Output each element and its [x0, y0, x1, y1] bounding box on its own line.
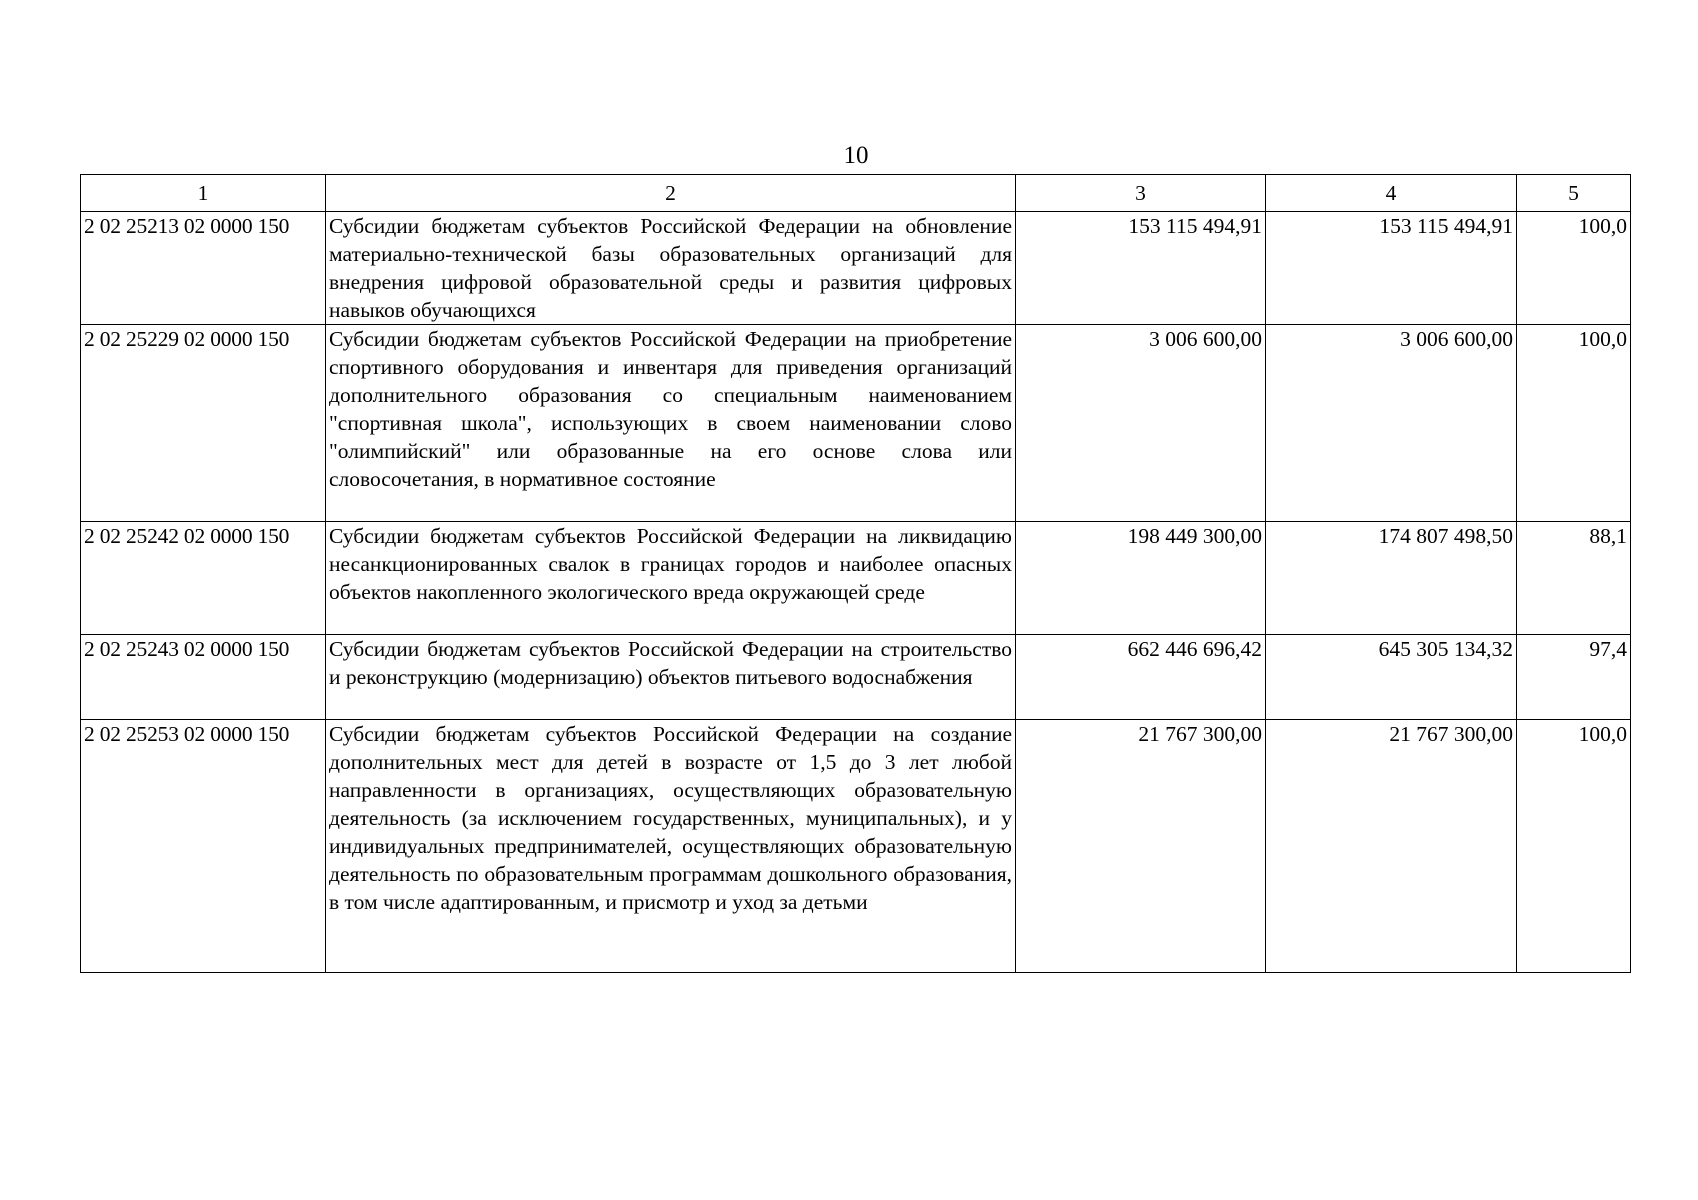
- budget-code-cell: 2 02 25242 02 0000 150: [81, 522, 326, 635]
- col5-percent-cell: 88,1: [1517, 522, 1631, 635]
- description-cell: Субсидии бюджетам субъектов Российской Федерации на создание дополнительных мест для детей в возрасте от 1,5 до 3 лет любой направленности в организациях, осуществляющих образовательную деятельность (за исключением государственных, муниципальных), и у индивидуальных предпринимателей, осуществляющих образовательную деятельность по образовательным программам дошкольного образования, в том числе адаптированным, и присмотр и уход за детьми: [326, 720, 1016, 973]
- table-row: [81, 212, 1631, 325]
- header-col-1: 1: [81, 175, 326, 212]
- budget-code-cell: 2 02 25213 02 0000 150: [81, 212, 326, 325]
- col3-value-cell: 21 767 300,00: [1016, 720, 1266, 973]
- col5-percent-cell: 100,0: [1517, 325, 1631, 522]
- col4-value-cell: 3 006 600,00: [1266, 325, 1517, 522]
- description-cell: Субсидии бюджетам субъектов Российской Федерации на приобретение спортивного оборудования и инвентаря для приведения организаций дополнительного образования со специальным наименованием "спортивная школа", использующих в своем наименовании слово "олимпийский" или образованные на его основе слова или словосочетания, в нормативное состояние: [326, 325, 1016, 522]
- description-cell: Субсидии бюджетам субъектов Российской Федерации на строительство и реконструкцию (модернизацию) объектов питьевого водоснабжения: [326, 635, 1016, 720]
- table-row: [81, 325, 1631, 522]
- budget-code-cell: 2 02 25253 02 0000 150: [81, 720, 326, 973]
- description-cell: Субсидии бюджетам субъектов Российской Федерации на ликвидацию несанкционированных свалок в границах городов и наиболее опасных объектов накопленного экологического вреда окружающей среде: [326, 522, 1016, 635]
- description-cell: Субсидии бюджетам субъектов Российской Федерации на обновление материально-технической базы образовательных организаций для внедрения цифровой образовательной среды и развития цифровых навыков обучающихся: [326, 212, 1016, 325]
- col3-value-cell: 662 446 696,42: [1016, 635, 1266, 720]
- col5-percent-cell: 100,0: [1517, 212, 1631, 325]
- col3-value-cell: 198 449 300,00: [1016, 522, 1266, 635]
- col5-percent-cell: 97,4: [1517, 635, 1631, 720]
- table-body: [81, 212, 1631, 973]
- table-row: [81, 522, 1631, 635]
- col3-value-cell: 3 006 600,00: [1016, 325, 1266, 522]
- table-header: [81, 175, 1631, 212]
- col5-percent-cell: 100,0: [1517, 720, 1631, 973]
- header-col-5: 5: [1517, 175, 1631, 212]
- col4-value-cell: 21 767 300,00: [1266, 720, 1517, 973]
- page-number: 10: [843, 142, 869, 169]
- col4-value-cell: 645 305 134,32: [1266, 635, 1517, 720]
- budget-code-cell: 2 02 25229 02 0000 150: [81, 325, 326, 522]
- header-row: [81, 175, 1631, 212]
- col4-value-cell: 174 807 498,50: [1266, 522, 1517, 635]
- budget-table: [80, 174, 1631, 973]
- table-row: [81, 720, 1631, 973]
- header-col-2: 2: [326, 175, 1016, 212]
- budget-code-cell: 2 02 25243 02 0000 150: [81, 635, 326, 720]
- header-col-3: 3: [1016, 175, 1266, 212]
- col3-value-cell: 153 115 494,91: [1016, 212, 1266, 325]
- table-row: [81, 635, 1631, 720]
- col4-value-cell: 153 115 494,91: [1266, 212, 1517, 325]
- header-col-4: 4: [1266, 175, 1517, 212]
